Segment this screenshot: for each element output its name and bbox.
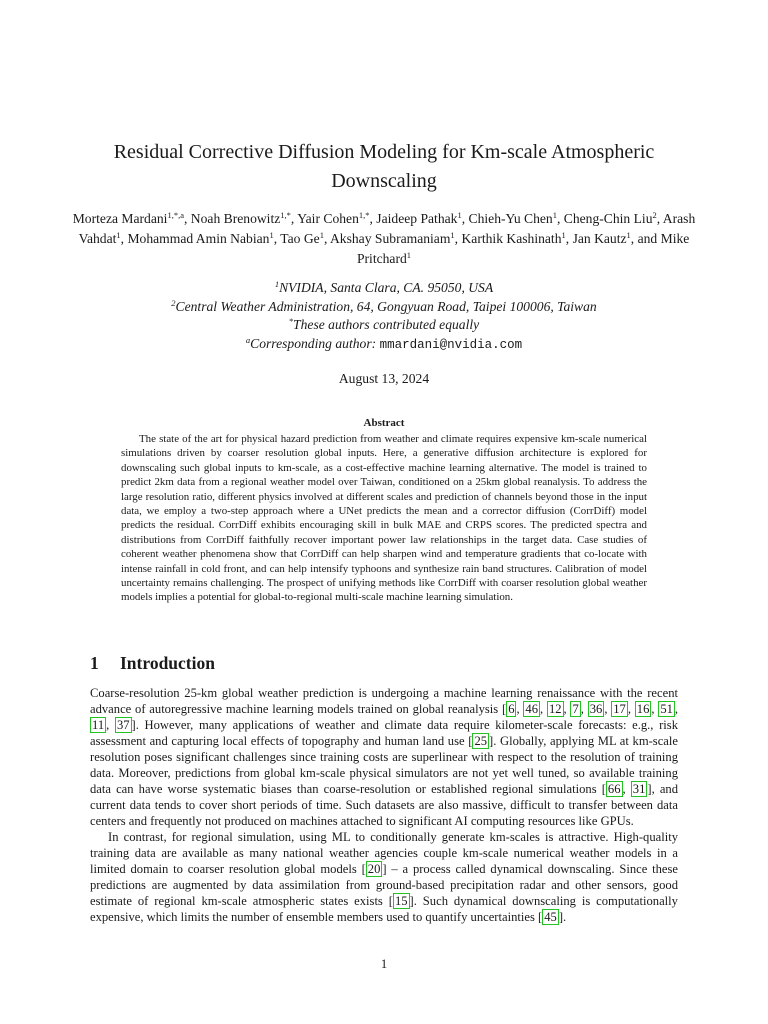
author-name: Jan Kautz$^1$	[572, 230, 631, 246]
citation-link[interactable]: 36	[589, 702, 603, 716]
citation-link[interactable]: 45	[544, 910, 557, 924]
author-name: Karthik Kashinath$^1$	[461, 230, 566, 246]
author-affiliation-mark: 1	[457, 210, 462, 220]
author-name: Noah Brenowitz$^{1,*}$	[190, 210, 291, 226]
author-affiliation-mark: 1	[116, 230, 121, 240]
affiliation-1: $^1$NVIDIA, Santa Clara, CA. 95050, USA	[274, 279, 494, 295]
paragraph: In contrast, for regional simulation, using ML to conditionally generate km-scales is attractive. High-quality training data are available as many national weather agencies couple km-scale numerical weather models in a limited domain to coarser resolution global models [ 20 ] – a process called dynamical downscaling. Since these predictions are augmented by data assimilation from ground-based precipitation radar and other sensors, good estimate of regional km-scale atmospheric states exists [ 15 ]. Such dynamical downscaling is computationally expensive, which limits the number of ensemble members used to quantify uncertainties [ 45 ].	[90, 830, 678, 924]
citation-link[interactable]: 25	[474, 734, 488, 748]
citation-link[interactable]: 11	[92, 718, 105, 732]
author-affiliation-mark: 1	[269, 230, 274, 240]
author-name: Arash Vahdat$^1$	[78, 211, 696, 246]
author-affiliation-mark: 1,*	[280, 210, 291, 220]
author-name: Cheng-Chin Liu$^2$	[563, 210, 657, 226]
citation-link[interactable]: 6	[508, 702, 515, 716]
author-affiliation-mark: 1	[561, 230, 566, 240]
affiliation-2: $^2$Central Weather Administration, 64, Gongyuan Road, Taipei 100006, Taiwan	[171, 297, 597, 314]
author-name: Chieh-Yu Chen$^1$	[468, 210, 557, 226]
author-list: Morteza Mardani$^{1,*,a}$, Noah Brenowitz$^{1,*}$, Yair Cohen$^{1,*}$, Jaideep Pathak$^1$, Chieh-Yu Chen$^1$, Cheng-Chin Liu$^2$, Arash Vahdat$^1$, Mohammad Amin Nabian$^1$, Tao Ge$^1$, Akshay Subramaniam$^1$, Karthik Kashinath$^1$, Jan Kautz$^1$, and Mike Pritchard$^1$	[72, 210, 696, 266]
author-name: Yair Cohen$^{1,*}$	[297, 210, 370, 226]
equal-contribution-note: *These authors contributed equally	[288, 316, 480, 332]
author-affiliation-mark: 1	[450, 230, 455, 240]
author-name: Mike Pritchard$^1$	[356, 231, 690, 266]
author-name: Tao Ge$^1$	[280, 230, 324, 246]
author-affiliation-mark: 1	[552, 210, 557, 220]
author-name: Akshay Subramaniam$^1$	[329, 230, 455, 246]
author-name: Jaideep Pathak$^1$	[376, 210, 462, 226]
citation-link[interactable]: 37	[116, 718, 130, 732]
citation-link[interactable]: 17	[613, 702, 626, 716]
author-affiliation-mark: 1,*	[358, 210, 370, 220]
citation-link[interactable]: 20	[367, 862, 381, 876]
abstract-heading: Abstract	[363, 417, 405, 429]
abstract-text: The state of the art for physical hazard prediction from weather and climate requires expensive km-scale numerical simulations driven by coarser resolution global inputs. Here, a generative diffusion architecture is explored for downscaling such global inputs to km-scale, as a cost-effective machine learning alternative. The model is trained to predict 2km data from a regional weather model over Taiwan, conditioned on a 25km global reanalysis. To address the large resolution ratio, different physics involved at different scales and prediction of channels beyond those in the input data, we employ a two-step approach where a UNet predicts the mean and a corrector diffusion (CorrDiff) model predicts the residual. CorrDiff exhibits encouraging skill in bulk MAE and CRPS scores. The predicted spectra and distributions from CorrDiff faithfully recover important power law relationships in the target data. Case studies of coherent weather phenomena show that CorrDiff can help sharpen wind and temperature gradients that co-locate with intense rainfall in cold front, and can help intensify typhoons and synthesize rain band structures. Calibration of model uncertainty remains challenging. The prospect of unifying methods like CorrDiff with coarser resolution global weather models implies a potential for global-to-regional multi-scale machine learning simulation.	[121, 433, 647, 604]
section-number: 1	[90, 653, 99, 673]
citation-link[interactable]: 31	[632, 782, 646, 796]
corresponding-author: $^a$Corresponding author: mmardani@nvidia.com	[245, 334, 523, 352]
author-name: Morteza Mardani$^{1,*,a}$	[72, 210, 184, 226]
paragraph: Coarse-resolution 25-km global weather prediction is undergoing a machine learning renaissance with the recent advance of autoregressive machine learning models trained on global reanalysis [ 6 , 46 , 12 , 7 , 36 , 17 , 16 , 51 , 11 , 37 ]. However, many applications of weather and climate data require kilometer-scale forecasts: e.g., risk assessment and capturing local effects of topography and human land use [ 25 ]. Globally, applying ML at km-scale resolution poses significant challenges since training costs are superlinear with respect to the resolution of training data. Moreover, predictions from global km-scale physical simulators are not yet well tuned, so available training data can have worse systematic biases than coarse-resolution or established regional simulations [ 66 , 31 ], and current data tends to cover short periods of time. Such datasets are also massive, difficult to transfer between data centers and frequently not produced on machines attached to significant AI computing resources like GPUs.	[90, 686, 679, 828]
affiliations	[70, 279, 698, 354]
author-name: Mohammad Amin Nabian$^1$	[127, 230, 274, 246]
page-number: 1	[380, 957, 388, 971]
author-affiliation-mark: 1,*,a	[167, 210, 184, 220]
author-affiliation-mark: 1	[406, 250, 412, 260]
email-link[interactable]: mmardani@nvidia.com	[379, 337, 523, 352]
introduction-body	[90, 685, 678, 925]
citation-link[interactable]: 66	[607, 782, 621, 796]
citation-link[interactable]: 7	[572, 702, 579, 716]
author-affiliation-mark: 1	[626, 230, 631, 240]
citation-link[interactable]: 51	[660, 702, 673, 716]
section-heading	[90, 653, 215, 674]
author-affiliation-mark: 2	[652, 210, 657, 220]
citation-link[interactable]: 12	[548, 702, 562, 716]
citation-link[interactable]: 16	[636, 702, 650, 716]
publication-date: August 13, 2024	[338, 371, 430, 386]
citation-link[interactable]: 15	[394, 894, 408, 908]
citation-link[interactable]: 46	[525, 702, 539, 716]
paper-title: Residual Corrective Diffusion Modeling for Km-scale Atmospheric Downscaling	[113, 141, 655, 192]
section-title: Introduction	[120, 653, 215, 673]
author-affiliation-mark: 1	[319, 230, 324, 240]
